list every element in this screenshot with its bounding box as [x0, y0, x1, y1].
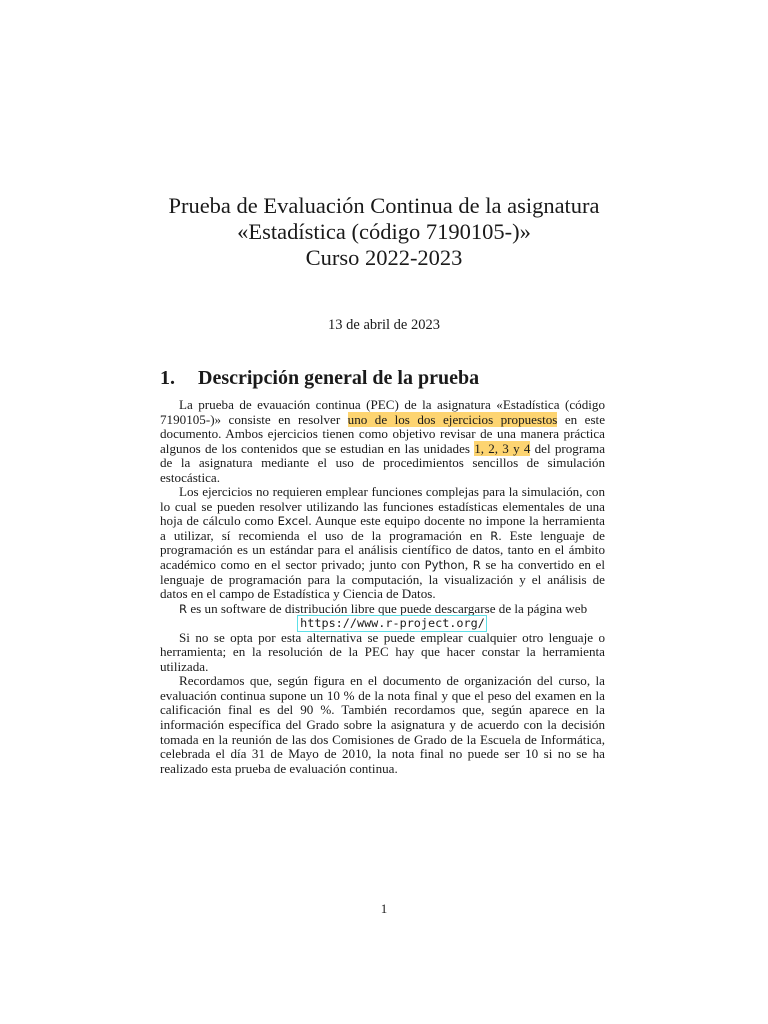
highlight-exercises: uno de los dos ejercicios propuestos: [347, 411, 558, 427]
paragraph-4: Si no se opta por esta alternativa se puede emplear cualquier otro lenguaje o herramienta; en la resolución de la PEC hay que hacer constar la herramienta utilizada.: [160, 629, 605, 674]
paragraph-2-text-a: Los ejercicios no requieren emplear funciones complejas para la simulación, con lo cual se pueden resolver utilizando las funciones estadísticas elementales de una hoja de cálculo como: [160, 484, 605, 529]
title-line-1: Prueba de Evaluación Continua de la asignatura: [168, 193, 600, 218]
r-project-link[interactable]: https://www.r-project.org/: [297, 615, 487, 632]
paragraph-1-text-b: en este documento. Ambos ejercicios tienen como objetivo revisar de una manera práctica algunos de los contenidos que se estudian en las unidades: [160, 411, 606, 456]
section-body: [160, 398, 605, 776]
title-line-3: Curso 2022-2023: [305, 245, 463, 270]
software-excel: Excel: [277, 514, 309, 529]
paragraph-5: Recordamos que, según figura en el documento de organización del curso, la evaluación continua supone un 10 % de la nota final y que el peso del examen en la calificación final es del 90 %. También recordamos que, según aparece en la información específica del Grado sobre la asignatura y de acuerdo con la decisión tomada en la reunión de las dos Comisiones de Grado de la Escuela de Informática, celebrada el día 31 de Mayo de 2010, la nota final no puede ser 10 si no se ha realizado esta prueba de evaluación continua.: [160, 673, 605, 776]
paragraph-2-text-d: ,: [464, 557, 473, 573]
paragraph-2-text-c: . Este lenguaje de programación es un estándar para el análisis científico de datos, tanto en el ámbito académico como en el sector privado; junto con: [160, 527, 605, 573]
document-title: [0, 193, 768, 271]
url-line: [160, 616, 605, 631]
section-number: 1.: [160, 367, 175, 389]
software-r: R: [472, 558, 481, 573]
document-date: 13 de abril de 2023: [328, 317, 440, 333]
software-r: R: [490, 528, 499, 543]
paragraph-1-text-c: del programa de la asignatura mediante el uso de procedimientos sencillos de simulación estocástica.: [160, 440, 605, 485]
paragraph-1-text-a: La prueba de evauación continua (PEC) de la asignatura «Estadística (código 7190105-)» consiste en resolver: [160, 397, 605, 427]
software-r: R: [179, 601, 188, 616]
paragraph-2: [160, 485, 605, 601]
paragraph-3: [160, 602, 605, 617]
section-heading: [160, 367, 479, 390]
page-number: 1: [380, 901, 388, 916]
paragraph-2-text-b: . Aunque este equipo docente no impone la herramienta a utilizar, sí recomienda el uso de la programación en: [160, 513, 605, 543]
paragraph-3-text: es un software de distribución libre que puede descargarse de la página web: [187, 600, 588, 616]
section-title: Descripción general de la prueba: [198, 367, 480, 389]
highlight-units: 1, 2, 3 y 4: [474, 440, 531, 456]
title-line-2: «Estadística (código 7190105-)»: [237, 219, 531, 244]
software-python: Python: [424, 558, 465, 573]
paragraph-1: [160, 398, 605, 485]
paragraph-2-text-e: se ha convertido en el lenguaje de programación para la computación, la visualización y el análisis de datos en el campo de Estadística y Ciencia de Datos.: [160, 557, 606, 602]
